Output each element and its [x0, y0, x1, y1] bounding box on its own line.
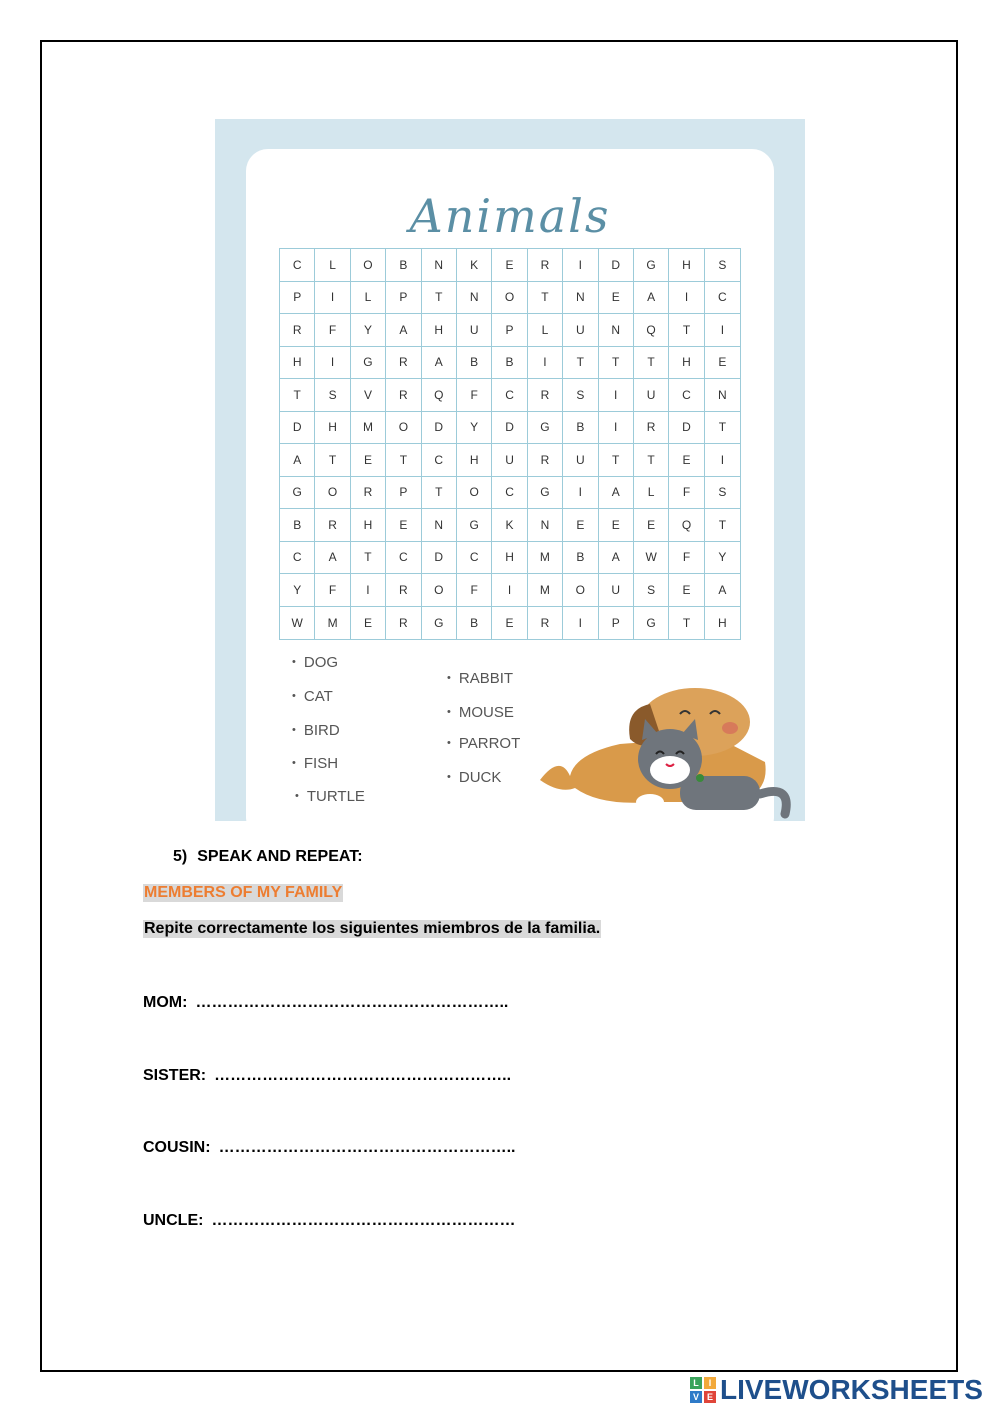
grid-cell: D: [492, 412, 527, 445]
grid-cell: G: [634, 607, 669, 640]
grid-cell: H: [422, 314, 457, 347]
grid-cell: G: [528, 412, 563, 445]
line-dots: ………………………………………………..: [218, 1139, 516, 1156]
grid-cell: E: [351, 444, 386, 477]
grid-cell: O: [386, 412, 421, 445]
grid-cell: H: [669, 249, 704, 282]
word-item: • TURTLE: [295, 788, 365, 805]
grid-cell: I: [563, 607, 598, 640]
grid-cell: U: [599, 574, 634, 607]
grid-cell: H: [492, 542, 527, 575]
grid-cell: M: [351, 412, 386, 445]
grid-cell: R: [386, 574, 421, 607]
grid-cell: G: [528, 477, 563, 510]
grid-cell: N: [422, 509, 457, 542]
grid-cell: G: [457, 509, 492, 542]
grid-cell: H: [669, 347, 704, 380]
grid-cell: G: [280, 477, 315, 510]
grid-cell: E: [599, 282, 634, 315]
grid-cell: C: [492, 477, 527, 510]
section-title: SPEAK AND REPEAT:: [197, 848, 363, 865]
grid-cell: T: [669, 314, 704, 347]
grid-cell: I: [705, 444, 740, 477]
logo-text: LIVEWORKSHEETS: [720, 1374, 983, 1405]
grid-cell: R: [386, 607, 421, 640]
grid-cell: R: [351, 477, 386, 510]
grid-cell: F: [669, 542, 704, 575]
grid-cell: B: [280, 509, 315, 542]
word-item: • BIRD: [292, 722, 340, 739]
word-item: • FISH: [292, 755, 338, 772]
grid-cell: U: [492, 444, 527, 477]
grid-cell: C: [280, 542, 315, 575]
grid-cell: O: [351, 249, 386, 282]
grid-cell: C: [669, 379, 704, 412]
grid-cell: B: [492, 347, 527, 380]
answer-line-mom: [143, 994, 508, 1012]
grid-cell: R: [386, 347, 421, 380]
grid-cell: T: [422, 477, 457, 510]
grid-cell: M: [528, 574, 563, 607]
members-subheading: MEMBERS OF MY FAMILY: [144, 884, 343, 901]
grid-cell: G: [351, 347, 386, 380]
grid-cell: R: [528, 444, 563, 477]
grid-cell: U: [634, 379, 669, 412]
grid-cell: T: [280, 379, 315, 412]
grid-cell: T: [634, 444, 669, 477]
logo-mark-letter: V: [690, 1391, 702, 1403]
grid-cell: R: [634, 412, 669, 445]
puzzle-title: [246, 189, 774, 243]
grid-cell: C: [705, 282, 740, 315]
grid-cell: N: [563, 282, 598, 315]
grid-cell: D: [599, 249, 634, 282]
grid-cell: F: [457, 574, 492, 607]
logo-mark-letter: E: [704, 1391, 716, 1403]
grid-cell: C: [457, 542, 492, 575]
grid-cell: T: [599, 347, 634, 380]
grid-cell: B: [457, 347, 492, 380]
grid-cell: E: [492, 607, 527, 640]
grid-cell: E: [563, 509, 598, 542]
grid-cell: I: [563, 249, 598, 282]
grid-cell: E: [669, 444, 704, 477]
grid-cell: I: [492, 574, 527, 607]
line-label: MOM:: [143, 994, 188, 1011]
logo-mark-letter: L: [690, 1377, 702, 1389]
grid-cell: I: [599, 379, 634, 412]
grid-cell: H: [351, 509, 386, 542]
grid-cell: D: [422, 542, 457, 575]
answer-line-sister: [143, 1067, 511, 1085]
grid-cell: C: [492, 379, 527, 412]
answer-line-cousin: [143, 1139, 515, 1157]
section-number: 5): [173, 848, 188, 865]
grid-cell: K: [492, 509, 527, 542]
grid-cell: P: [280, 282, 315, 315]
grid-cell: I: [528, 347, 563, 380]
grid-cell: T: [599, 444, 634, 477]
grid-cell: E: [669, 574, 704, 607]
word-item: • MOUSE: [447, 704, 514, 721]
section-heading: [173, 848, 363, 866]
liveworksheets-logo[interactable]: [690, 1374, 983, 1406]
grid-cell: E: [351, 607, 386, 640]
grid-cell: T: [315, 444, 350, 477]
line-label: UNCLE:: [143, 1212, 204, 1229]
grid-cell: H: [457, 444, 492, 477]
grid-cell: M: [315, 607, 350, 640]
grid-cell: E: [599, 509, 634, 542]
grid-cell: T: [422, 282, 457, 315]
grid-cell: B: [563, 412, 598, 445]
grid-cell: U: [457, 314, 492, 347]
line-label: COUSIN:: [143, 1139, 211, 1156]
dog-and-cat-illustration: [530, 684, 800, 824]
grid-cell: R: [528, 607, 563, 640]
grid-cell: K: [457, 249, 492, 282]
grid-cell: I: [563, 477, 598, 510]
grid-cell: R: [386, 379, 421, 412]
word-item: • DUCK: [447, 769, 501, 786]
grid-cell: S: [705, 477, 740, 510]
grid-cell: R: [280, 314, 315, 347]
grid-cell: T: [528, 282, 563, 315]
grid-cell: C: [386, 542, 421, 575]
grid-cell: E: [386, 509, 421, 542]
grid-cell: R: [528, 249, 563, 282]
grid-cell: L: [351, 282, 386, 315]
grid-cell: W: [634, 542, 669, 575]
word-item: • CAT: [292, 688, 333, 705]
instruction-text: Repite correctamente los siguientes miembros de la familia.: [144, 920, 601, 937]
line-dots: …………………………………………………: [211, 1212, 516, 1229]
logo-mark-letter: I: [704, 1377, 716, 1389]
grid-cell: U: [563, 444, 598, 477]
line-dots: ………………………………………………..: [214, 1067, 512, 1084]
grid-cell: S: [315, 379, 350, 412]
grid-cell: H: [315, 412, 350, 445]
grid-cell: A: [705, 574, 740, 607]
grid-cell: P: [386, 282, 421, 315]
grid-cell: C: [280, 249, 315, 282]
grid-cell: N: [705, 379, 740, 412]
grid-cell: I: [315, 282, 350, 315]
grid-cell: A: [280, 444, 315, 477]
grid-cell: I: [669, 282, 704, 315]
grid-cell: A: [634, 282, 669, 315]
grid-cell: Y: [280, 574, 315, 607]
grid-cell: F: [457, 379, 492, 412]
grid-cell: T: [705, 412, 740, 445]
grid-cell: A: [315, 542, 350, 575]
grid-cell: A: [422, 347, 457, 380]
grid-cell: B: [386, 249, 421, 282]
grid-cell: S: [705, 249, 740, 282]
grid-cell: F: [315, 314, 350, 347]
grid-cell: I: [351, 574, 386, 607]
grid-cell: G: [422, 607, 457, 640]
word-search-grid: [279, 248, 741, 640]
grid-cell: N: [599, 314, 634, 347]
grid-cell: I: [315, 347, 350, 380]
grid-cell: N: [528, 509, 563, 542]
grid-cell: A: [599, 477, 634, 510]
grid-cell: L: [315, 249, 350, 282]
grid-cell: A: [599, 542, 634, 575]
grid-cell: L: [528, 314, 563, 347]
grid-cell: Q: [422, 379, 457, 412]
grid-cell: H: [718, 615, 727, 630]
grid-cell: O: [457, 477, 492, 510]
grid-cell: P: [386, 477, 421, 510]
grid-cell: Q: [634, 314, 669, 347]
grid-cell: F: [315, 574, 350, 607]
grid-cell: W: [280, 607, 315, 640]
puzzle-title-text: Animals: [409, 189, 611, 243]
grid-cell: T: [705, 509, 740, 542]
logo-mark-icon: [690, 1377, 716, 1403]
line-label: SISTER:: [143, 1067, 207, 1084]
grid-cell: Y: [705, 542, 740, 575]
grid-cell: I: [599, 412, 634, 445]
grid-cell: R: [528, 379, 563, 412]
grid-cell: O: [492, 282, 527, 315]
grid-cell: D: [280, 412, 315, 445]
grid-cell: L: [634, 477, 669, 510]
grid-cell: E: [705, 347, 740, 380]
grid-cell: T: [351, 542, 386, 575]
grid-cell: I: [705, 314, 740, 347]
word-item: • DOG: [292, 654, 338, 671]
grid-cell: M: [528, 542, 563, 575]
grid-cell: Y: [457, 412, 492, 445]
grid-cell: T: [386, 444, 421, 477]
grid-cell: O: [422, 574, 457, 607]
grid-cell: O: [563, 574, 598, 607]
grid-cell: T: [563, 347, 598, 380]
grid-cell: V: [351, 379, 386, 412]
word-item: • PARROT: [447, 735, 520, 752]
answer-line-uncle: [143, 1212, 515, 1230]
grid-cell: D: [422, 412, 457, 445]
grid-cell: P: [492, 314, 527, 347]
grid-cell: P: [599, 607, 634, 640]
line-dots: …………………………………………………..: [195, 994, 509, 1011]
grid-cell: C: [422, 444, 457, 477]
grid-cell: B: [563, 542, 598, 575]
grid-cell: R: [315, 509, 350, 542]
grid-cell: O: [315, 477, 350, 510]
grid-cell: F: [669, 477, 704, 510]
grid-cell: S: [563, 379, 598, 412]
grid-cell: U: [563, 314, 598, 347]
grid-cell: G: [634, 249, 669, 282]
grid-cell: N: [422, 249, 457, 282]
word-item: • RABBIT: [447, 670, 513, 687]
grid-cell: S: [634, 574, 669, 607]
grid-cell: E: [634, 509, 669, 542]
grid-cell: N: [457, 282, 492, 315]
grid-cell: A: [386, 314, 421, 347]
grid-cell: T: [634, 347, 669, 380]
grid-cell: E: [492, 249, 527, 282]
grid-cell: H: [280, 347, 315, 380]
grid-cell: Y: [351, 314, 386, 347]
grid-cell: B: [457, 607, 492, 640]
grid-cell: T: [669, 607, 704, 640]
grid-cell: D: [669, 412, 704, 445]
grid-cell: Q: [669, 509, 704, 542]
